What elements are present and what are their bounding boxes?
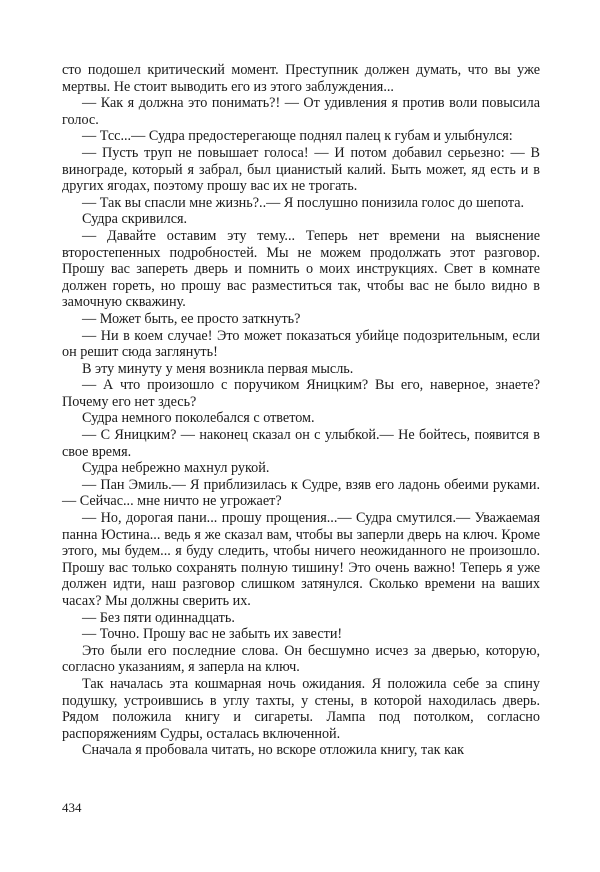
paragraph: Судра небрежно махнул рукой. <box>82 460 270 477</box>
paragraph: — Но, дорогая пани... прошу прощения...— Судра смутился.— Уважаемая панна Юстина... ведь я же сказал вам, чтобы вы заперли дверь на ключ. Кроме этого, мы будем... я буду следить, чтобы ничего неожиданного не произошло. Прошу вас только сохранять полную тишину! Это очень важно! Теперь я уже должен идти, наш разговор слишком затянулся. Сколько времени на ваших часах? Мы должны сверить их. <box>62 510 540 609</box>
paragraph: Это были его последние слова. Он бесшумно исчез за дверью, которую, согласно указаниям, я заперла на ключ. <box>62 642 540 676</box>
paragraph: — Ни в коем случае! Это может показаться убийце подозрительным, если он решит сюда заглянуть! <box>62 327 540 361</box>
paragraph: — Давайте оставим эту тему... Теперь нет времени на выяснение второстепенных подробностей. Мы не можем продолжать этот разговор. Прошу вас запереть дверь и помнить о моих инструкциях. Свет в комнате должен гореть, но прошу вас разместиться так, чтобы вас не было видно в замочную скважину. <box>62 227 540 311</box>
paragraph: — Тсс...— Судра предостерегающе поднял палец к губам и улыбнулся: <box>82 128 513 145</box>
paragraph: — Пан Эмиль.— Я приблизилась к Судре, взяв его ладонь обеими руками.— Сейчас... мне ничто не угрожает? <box>62 476 540 510</box>
paragraph: — С Яницким? — наконец сказал он с улыбкой.— Не бойтесь, появится в свое время. <box>62 427 540 460</box>
paragraph: — Так вы спасли мне жизнь?..— Я послушно понизила голос до шепота. <box>82 194 525 211</box>
paragraph: — А что произошло с поручиком Яницким? Вы его, наверное, знаете? Почему его нет здесь? <box>62 377 540 410</box>
paragraph: Судра скривился. <box>82 211 188 228</box>
paragraph: — Как я должна это понимать?! — От удивления я против воли повысила голос. <box>62 95 540 128</box>
paragraph: Судра немного поколебался с ответом. <box>82 410 315 427</box>
paragraph: В эту минуту у меня возникла первая мысль. <box>82 360 354 377</box>
paragraph: — Без пяти одиннадцать. <box>82 609 235 626</box>
paragraph: Так началась эта кошмарная ночь ожидания. Я положила себе за спину подушку, устроившись в углу тахты, у стены, в которой находилась дверь. Рядом положила книгу и сигареты. Лампа под потолком, согласно распоряжениям Судры, осталась включенной. <box>62 675 540 742</box>
paragraph: — Может быть, ее просто заткнуть? <box>82 310 301 327</box>
paragraph: — Пусть труп не повышает голоса! — И потом добавил серьезно: — В винограде, который я забрал, был цианистый калий. Быть может, яд есть и в других ягодах, поэтому прошу вас их не трогать. <box>62 144 540 195</box>
paragraph: — Точно. Прошу вас не забыть их завести! <box>82 626 343 643</box>
page-number: 434 <box>62 800 82 815</box>
paragraph: Сначала я пробовала читать, но вскоре отложила книгу, так как <box>82 742 464 759</box>
page-text <box>62 62 540 759</box>
paragraph: сто подошел критический момент. Преступник должен думать, что вы уже мертвы. Не стоит выводить его из этого заблуждения... <box>62 62 540 95</box>
